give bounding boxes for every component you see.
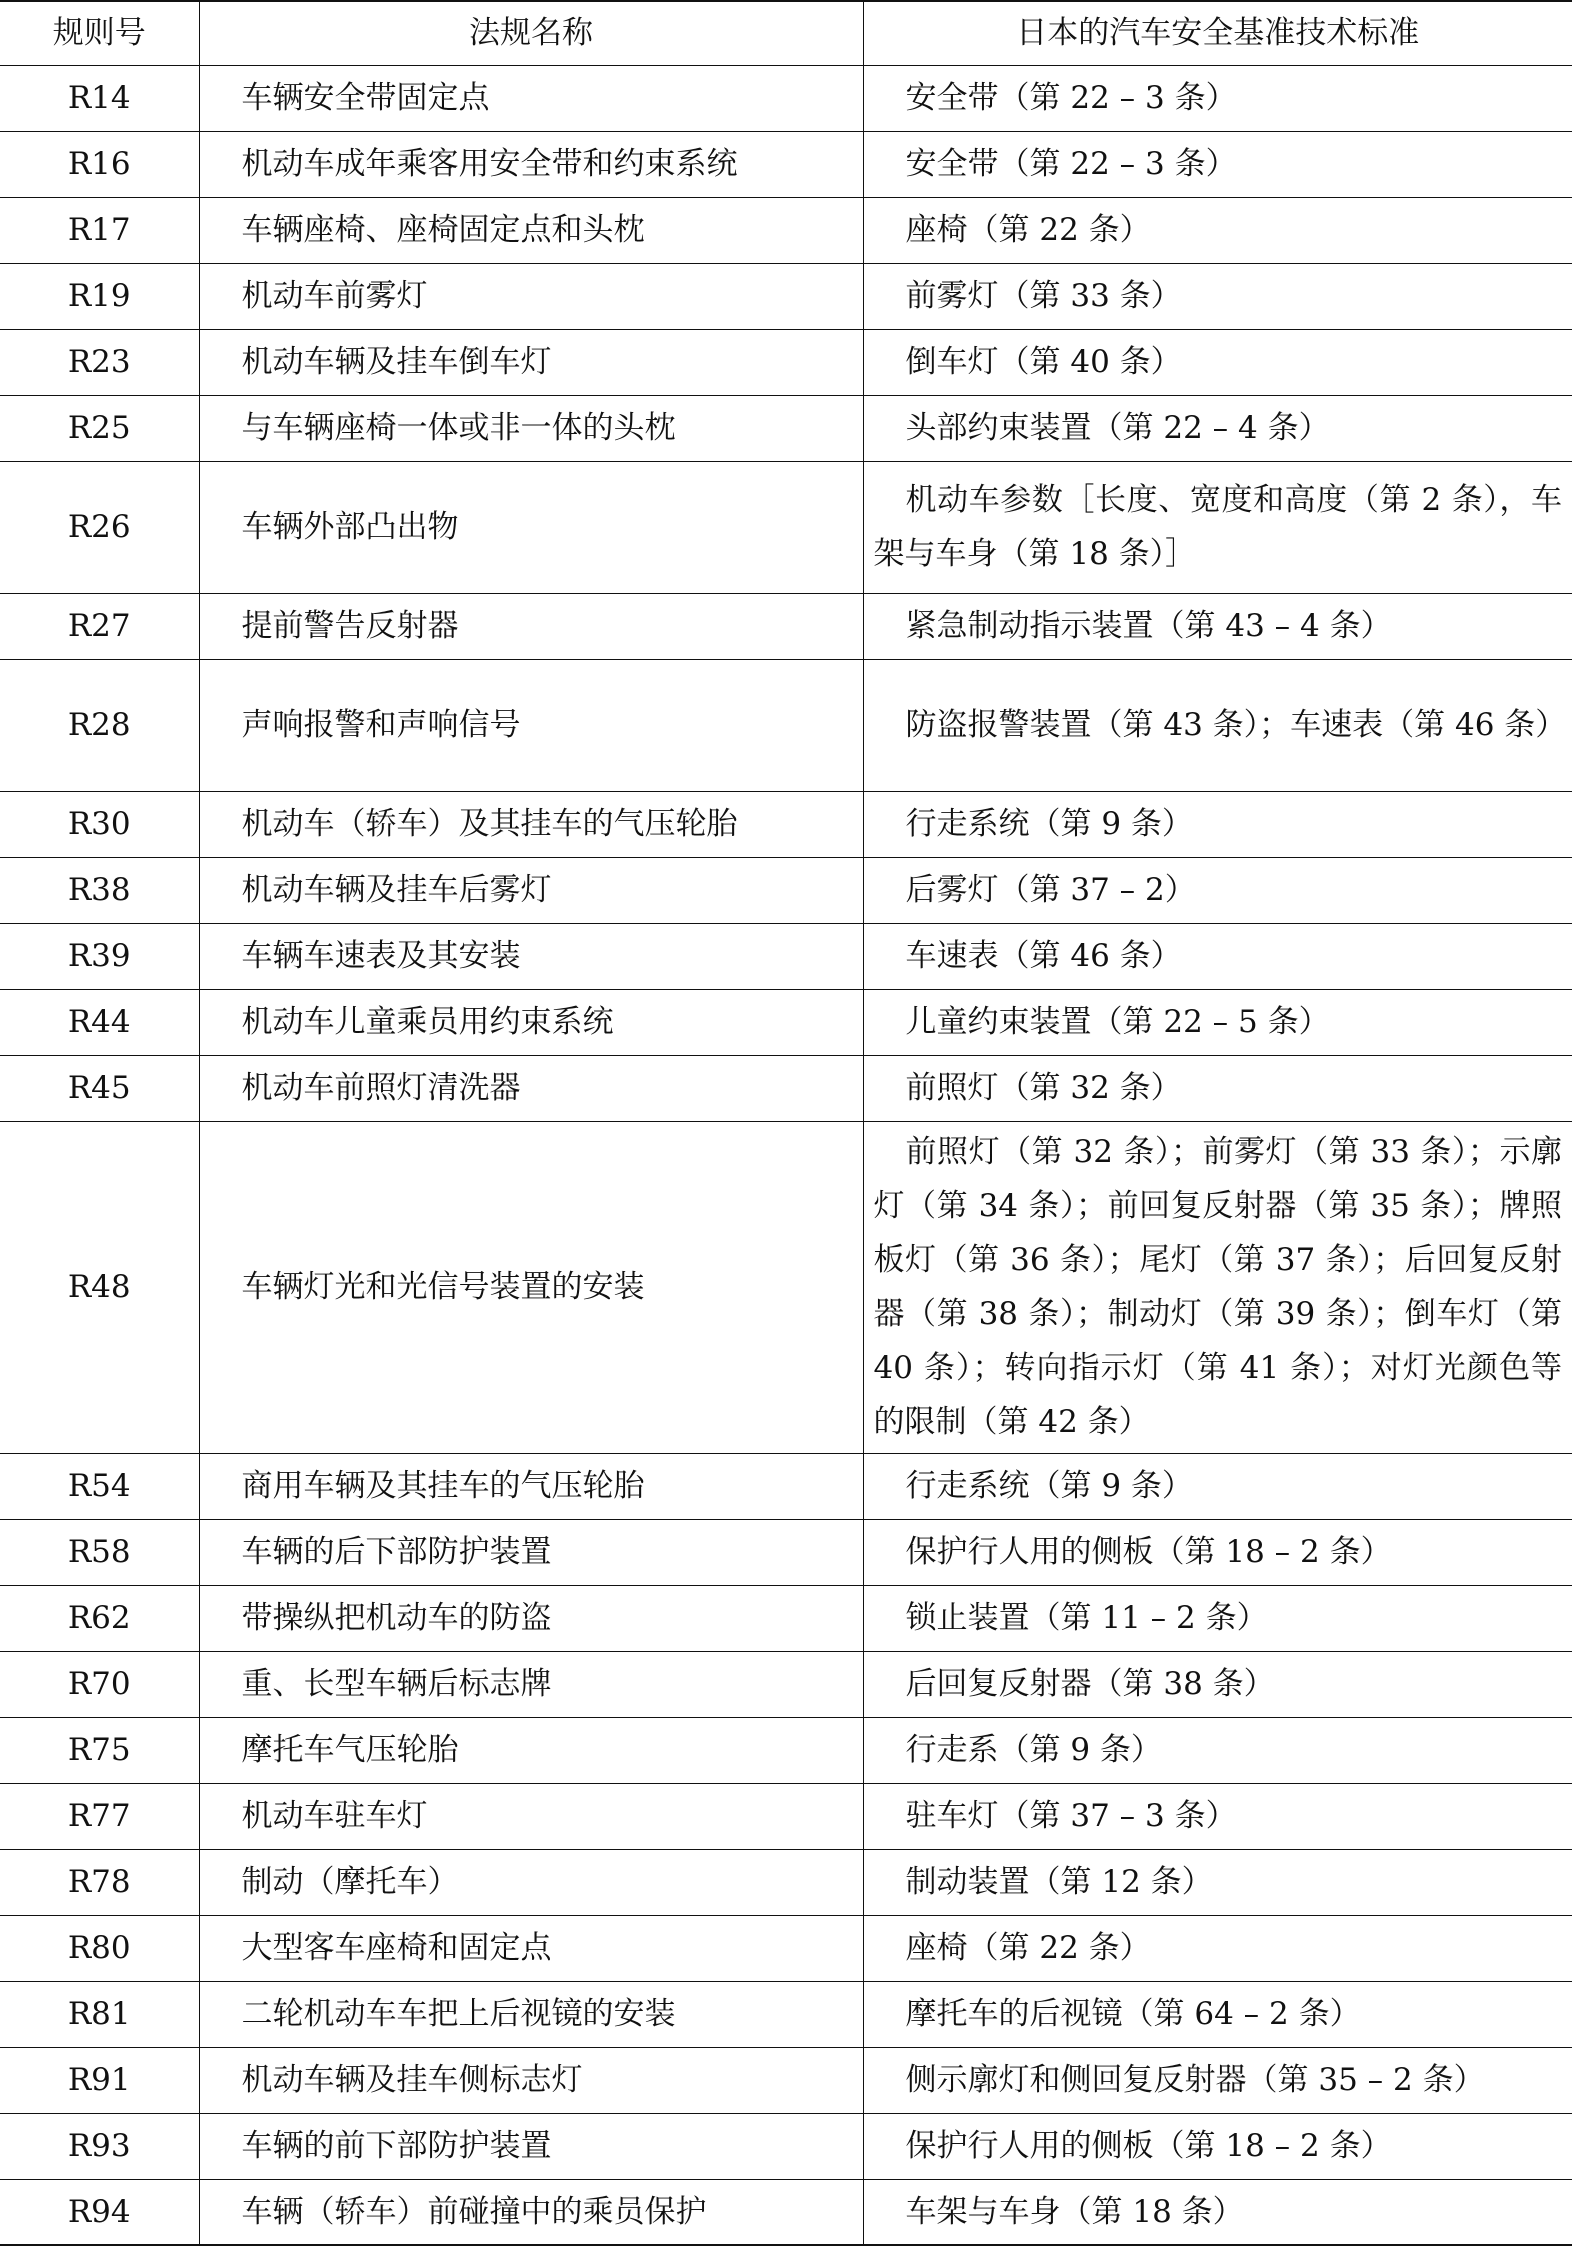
jp-standard: 机动车参数［长度、宽度和高度（第 2 条），车架与车身（第 18 条）］ (863, 461, 1572, 593)
table-row (0, 2179, 1572, 2245)
jp-standard: 头部约束装置（第 22 – 4 条） (863, 395, 1572, 461)
table-row (0, 1849, 1572, 1915)
header-regulation-name: 法规名称 (199, 1, 863, 65)
rule-number: R94 (0, 2179, 199, 2245)
regulation-name: 制动（摩托车） (199, 1849, 863, 1915)
table-row (0, 791, 1572, 857)
jp-standard: 后回复反射器（第 38 条） (863, 1651, 1572, 1717)
regulation-name: 车辆车速表及其安装 (199, 923, 863, 989)
rule-number: R23 (0, 329, 199, 395)
rule-number: R38 (0, 857, 199, 923)
jp-standard: 安全带（第 22 – 3 条） (863, 65, 1572, 131)
rule-number: R14 (0, 65, 199, 131)
jp-standard: 倒车灯（第 40 条） (863, 329, 1572, 395)
rule-number: R80 (0, 1915, 199, 1981)
table-row (0, 329, 1572, 395)
jp-standard: 儿童约束装置（第 22 – 5 条） (863, 989, 1572, 1055)
regulation-name: 机动车辆及挂车侧标志灯 (199, 2047, 863, 2113)
rule-number: R58 (0, 1519, 199, 1585)
jp-standard: 保护行人用的侧板（第 18 – 2 条） (863, 2113, 1572, 2179)
table-header-row (0, 1, 1572, 65)
rule-number: R16 (0, 131, 199, 197)
rule-number: R91 (0, 2047, 199, 2113)
rule-number: R93 (0, 2113, 199, 2179)
rule-number: R70 (0, 1651, 199, 1717)
jp-standard: 制动装置（第 12 条） (863, 1849, 1572, 1915)
table-row (0, 989, 1572, 1055)
jp-standard: 紧急制动指示装置（第 43 – 4 条） (863, 593, 1572, 659)
jp-standard: 防盗报警装置（第 43 条）；车速表（第 46 条） (863, 659, 1572, 791)
table-row (0, 197, 1572, 263)
jp-standard: 摩托车的后视镜（第 64 – 2 条） (863, 1981, 1572, 2047)
table-row (0, 65, 1572, 131)
regulation-name: 带操纵把机动车的防盗 (199, 1585, 863, 1651)
jp-standard: 前照灯（第 32 条）；前雾灯（第 33 条）；示廓灯（第 34 条）；前回复反射器（第 35 条）；牌照板灯（第 36 条）；尾灯（第 37 条）；后回复反射器（第 38 条）；制动灯（第 39 条）；倒车灯（第 40 条）；转向指示灯（第 41 条）；对灯光颜色等的限制（第 42 条） (863, 1121, 1572, 1453)
regulation-name: 车辆外部凸出物 (199, 461, 863, 593)
table-row (0, 923, 1572, 989)
jp-standard: 座椅（第 22 条） (863, 197, 1572, 263)
table-row (0, 2047, 1572, 2113)
table-row (0, 461, 1572, 593)
table-row (0, 1453, 1572, 1519)
jp-standard: 座椅（第 22 条） (863, 1915, 1572, 1981)
regulation-name: 车辆的前下部防护装置 (199, 2113, 863, 2179)
jp-standard: 保护行人用的侧板（第 18 – 2 条） (863, 1519, 1572, 1585)
table-row (0, 1121, 1572, 1453)
regulation-name: 摩托车气压轮胎 (199, 1717, 863, 1783)
regulation-name: 机动车前雾灯 (199, 263, 863, 329)
table-row (0, 1915, 1572, 1981)
regulation-name: 商用车辆及其挂车的气压轮胎 (199, 1453, 863, 1519)
table-row (0, 1651, 1572, 1717)
regulation-name: 提前警告反射器 (199, 593, 863, 659)
regulation-name: 与车辆座椅一体或非一体的头枕 (199, 395, 863, 461)
rule-number: R48 (0, 1121, 199, 1453)
jp-standard: 行走系统（第 9 条） (863, 791, 1572, 857)
table-row (0, 1981, 1572, 2047)
table-row (0, 1585, 1572, 1651)
rule-number: R39 (0, 923, 199, 989)
rule-number: R30 (0, 791, 199, 857)
table-row (0, 1055, 1572, 1121)
rule-number: R17 (0, 197, 199, 263)
rule-number: R19 (0, 263, 199, 329)
regulation-name: 机动车儿童乘员用约束系统 (199, 989, 863, 1055)
jp-standard: 安全带（第 22 – 3 条） (863, 131, 1572, 197)
rule-number: R44 (0, 989, 199, 1055)
jp-standard: 驻车灯（第 37 – 3 条） (863, 1783, 1572, 1849)
jp-standard: 后雾灯（第 37 – 2） (863, 857, 1572, 923)
regulation-name: 机动车驻车灯 (199, 1783, 863, 1849)
rule-number: R28 (0, 659, 199, 791)
jp-standard: 前雾灯（第 33 条） (863, 263, 1572, 329)
table-row (0, 2113, 1572, 2179)
rule-number: R81 (0, 1981, 199, 2047)
table-row (0, 857, 1572, 923)
jp-standard: 车架与车身（第 18 条） (863, 2179, 1572, 2245)
regulation-name: 车辆座椅、座椅固定点和头枕 (199, 197, 863, 263)
regulation-name: 机动车成年乘客用安全带和约束系统 (199, 131, 863, 197)
jp-standard: 侧示廓灯和侧回复反射器（第 35 – 2 条） (863, 2047, 1572, 2113)
regulation-name: 车辆（轿车）前碰撞中的乘员保护 (199, 2179, 863, 2245)
regulation-name: 车辆灯光和光信号装置的安装 (199, 1121, 863, 1453)
rule-number: R26 (0, 461, 199, 593)
jp-standard: 车速表（第 46 条） (863, 923, 1572, 989)
regulation-name: 车辆的后下部防护装置 (199, 1519, 863, 1585)
regulation-name: 车辆安全带固定点 (199, 65, 863, 131)
rule-number: R75 (0, 1717, 199, 1783)
table-row (0, 131, 1572, 197)
regulation-name: 机动车前照灯清洗器 (199, 1055, 863, 1121)
table-row (0, 395, 1572, 461)
header-jp-standard: 日本的汽车安全基准技术标准 (863, 1, 1572, 65)
regulation-name: 重、长型车辆后标志牌 (199, 1651, 863, 1717)
table-row (0, 659, 1572, 791)
table-row (0, 263, 1572, 329)
rule-number: R25 (0, 395, 199, 461)
table-row (0, 1783, 1572, 1849)
regulation-name: 机动车（轿车）及其挂车的气压轮胎 (199, 791, 863, 857)
regulation-name: 二轮机动车车把上后视镜的安装 (199, 1981, 863, 2047)
rule-number: R78 (0, 1849, 199, 1915)
regulation-name: 机动车辆及挂车后雾灯 (199, 857, 863, 923)
jp-standard: 行走系（第 9 条） (863, 1717, 1572, 1783)
rule-number: R77 (0, 1783, 199, 1849)
regulation-name: 机动车辆及挂车倒车灯 (199, 329, 863, 395)
table-row (0, 1519, 1572, 1585)
jp-standard: 锁止装置（第 11 – 2 条） (863, 1585, 1572, 1651)
rule-number: R62 (0, 1585, 199, 1651)
table-row (0, 1717, 1572, 1783)
jp-standard: 前照灯（第 32 条） (863, 1055, 1572, 1121)
rule-number: R45 (0, 1055, 199, 1121)
rule-number: R54 (0, 1453, 199, 1519)
regulation-name: 大型客车座椅和固定点 (199, 1915, 863, 1981)
jp-standard: 行走系统（第 9 条） (863, 1453, 1572, 1519)
header-rule-no: 规则号 (0, 1, 199, 65)
table-row (0, 593, 1572, 659)
rule-number: R27 (0, 593, 199, 659)
regulation-name: 声响报警和声响信号 (199, 659, 863, 791)
